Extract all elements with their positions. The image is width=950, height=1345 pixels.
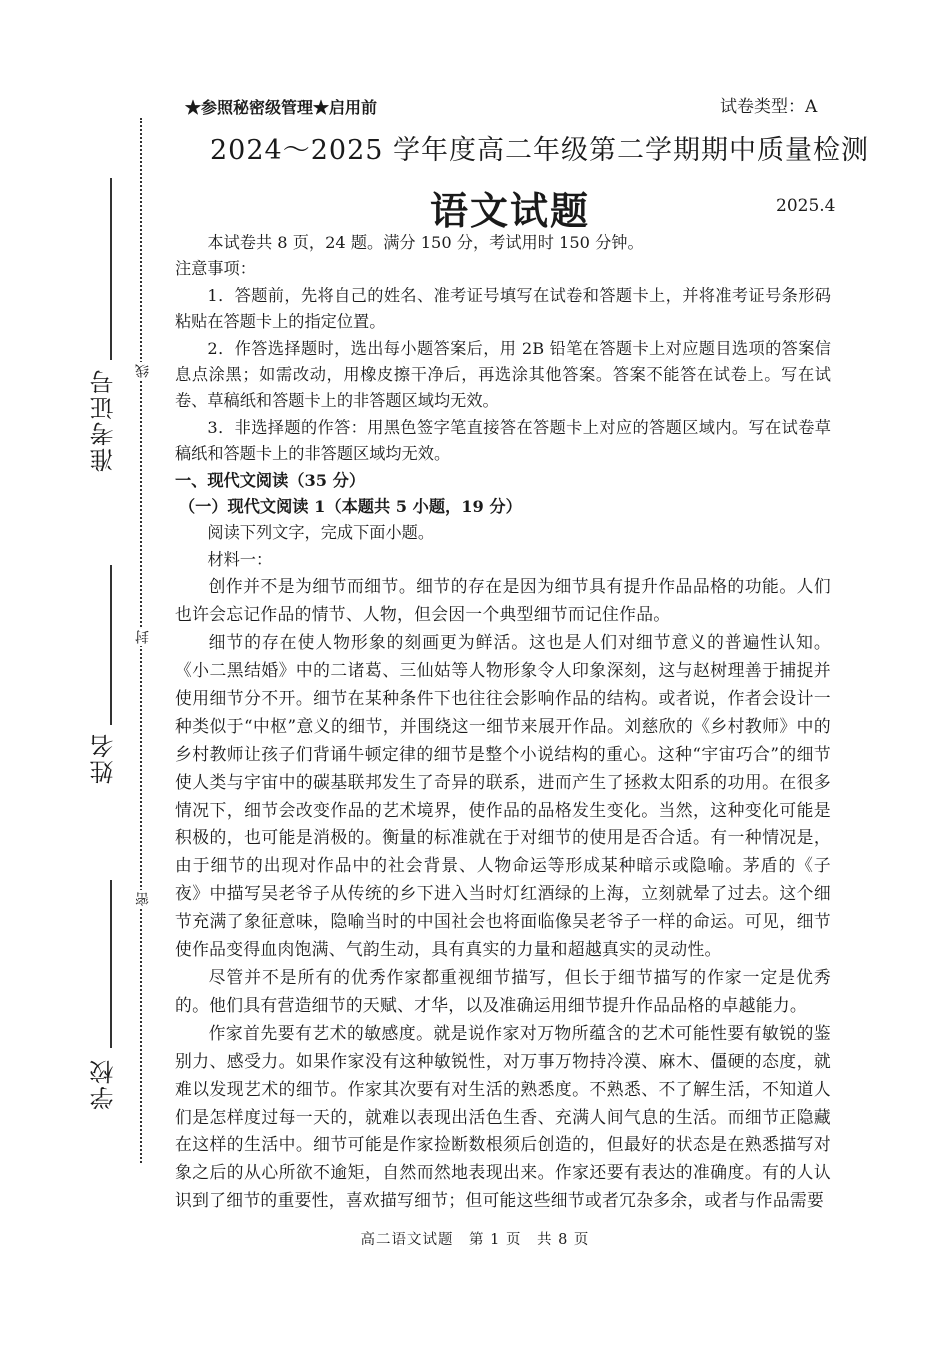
name-write-line: [110, 565, 112, 725]
reading-passage: [175, 573, 831, 1215]
note-item: 1．答题前，先将自己的姓名、准考证号填写在试卷和答题卡上，并将准考证号条形码粘贴在答题卡上的指定位置。: [175, 285, 831, 332]
name-label: 姓名: [90, 732, 118, 784]
binding-mark-line: 线: [135, 364, 151, 378]
exam-no-write-line: [110, 178, 112, 360]
reading-instruction: 阅读下列文字，完成下面小题。: [207, 523, 435, 543]
exam-summary: 本试卷共 8 页，24 题。满分 150 分，考试用时 150 分钟。: [207, 233, 644, 252]
secret-label: ★参照秘密级管理★启用前: [185, 98, 378, 117]
passage-paragraph: 作家首先要有艺术的敏感度。就是说作家对万物所蕴含的艺术可能性要有敏锐的鉴别力、感受力。如果作家没有这种敏锐性，对万事万物持冷漠、麻木、僵硬的态度，就难以发现艺术的细节。作家其次要有对生活的熟悉度。不熟悉、不了解生活，不知道人们是怎样度过每一天的，就难以表现出活色生香、充满人间气息的生活。而细节正隐藏在这样的生活中。细节可能是作家捡断数根须后创造的，但最好的状态是在熟悉描写对象之后的从心所欲不逾矩，自然而然地表现出来。作家还要有表达的准确度。有的人认识到了细节的重要性，喜欢描写细节；但可能这些细节或者冗杂多余，或者与作品需要: [175, 1022, 831, 1211]
subsection-title: （一）现代文阅读 1（本题共 5 小题，19 分）: [179, 497, 522, 517]
section-title: 一、现代文阅读（35 分）: [175, 470, 366, 490]
passage-paragraph: 尽管并不是所有的优秀作家都重视细节描写，但长于细节描写的作家一定是优秀的。他们具有营造细节的天赋、才华，以及准确运用细节提升作品品格的卓越能力。: [175, 966, 831, 1015]
binding-mark-secret: 密: [135, 892, 151, 906]
school-write-line: [110, 880, 112, 1048]
exam-main-title: 2024～2025 学年度高二年级第二学期期中质量检测: [210, 135, 870, 166]
passage-paragraph: 创作并不是为细节而细节。细节的存在是因为细节具有提升作品品格的功能。人们也许会忘记作品的情节、人物，但会因一个典型细节而记住作品。: [175, 576, 831, 625]
page-footer: 高二语文试题 第 1 页 共 8 页: [360, 1232, 590, 1248]
school-label: 学校: [90, 1058, 118, 1110]
material-label: 材料一：: [207, 549, 273, 569]
note-item: 2．作答选择题时，选出每小题答案后，用 2B 铅笔在答题卡上对应题目选项的答案信息点涂黑；如需改动，用橡皮擦干净后，再选涂其他答案。答案不能答在试卷上。写在试卷、草稿纸和答题卡上的非答题区域均无效。: [175, 338, 831, 411]
exam-date: 2025.4: [776, 196, 836, 216]
exam-no-label: 准考证号: [90, 368, 118, 472]
paper-type: 试卷类型：A: [720, 97, 818, 117]
notes-title: 注意事项：: [175, 259, 256, 279]
passage-paragraph: 细节的存在使人物形象的刻画更为鲜活。这也是人们对细节意义的普遍性认知。《小二黑结婚》中的二诸葛、三仙姑等人物形象令人印象深刻，这与赵树理善于捕捉并使用细节分不开。细节在某种条件下也往往会影响作品的结构。或者说，作者会设计一种类似于“中枢”意义的细节，并围绕这一细节来展开作品。刘慈欣的《乡村教师》中的乡村教师让孩子们背诵牛顿定律的细节是整个小说结构的重心。这种“宇宙巧合”的细节使人类与宇宙中的碳基联邦发生了奇异的联系，进而产生了拯救太阳系的功用。在很多情况下，细节会改变作品的艺术境界，使作品的品格发生变化。当然，这种变化可能是积极的，也可能是消极的。衡量的标准就在于对细节的使用是否合适。有一种情况是，由于细节的出现对作品中的社会背景、人物命运等形成某种暗示或隐喻。茅盾的《子夜》中描写吴老爷子从传统的乡下进入当时灯红酒绿的上海，立刻就晕了过去。这个细节充满了象征意味，隐喻当时的中国社会也将面临像吴老爷子一样的命运。可见，细节使作品变得血肉饱满、气韵生动，具有真实的力量和超越真实的灵动性。: [175, 632, 831, 960]
subject-title: 语文试题: [430, 188, 591, 233]
binding-mark-seal: 封: [135, 630, 151, 644]
note-item: 3．非选择题的作答：用黑色签字笔直接答在答题卡上对应的答题区域内。写在试卷草稿纸和答题卡上的非答题区域均无效。: [175, 417, 831, 464]
exam-content: [175, 230, 831, 1215]
